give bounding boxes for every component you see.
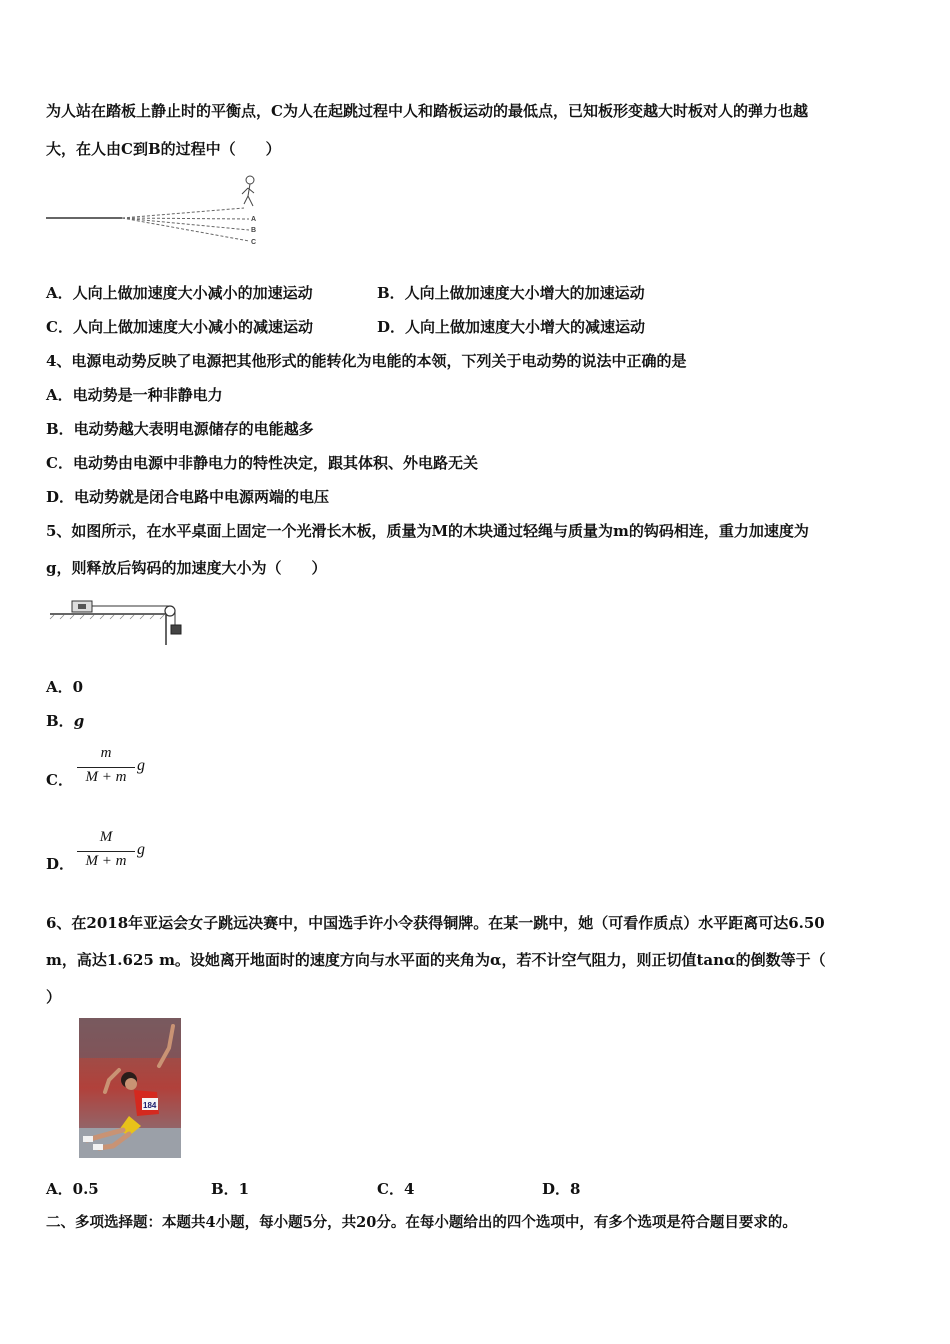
fraction-bar [77,767,135,768]
q5-stem-line1: 5、如图所示，在水平桌面上固定一个光滑长木板，质量为M的木块通过轻绳与质量为m的钩码相连，重力加速度为 [46,522,809,540]
q6-option-c: C．4 [377,1180,415,1198]
q6-stem-line3: ） [46,988,62,1006]
q5-option-c-prefix: C． [46,771,73,789]
q3-option-a: A．人向上做加速度大小减小的加速运动 [46,284,313,302]
q6-option-a: A．0.5 [46,1180,99,1198]
q6-option-d: D．8 [542,1180,581,1198]
q5-stem-line2: g，则释放后钩码的加速度大小为（ ） [46,559,327,577]
q6-option-b: B．1 [211,1180,250,1198]
q5-option-c-fraction [77,745,167,795]
q3-stem-line2: 大，在人由C到B的过程中（ ） [46,140,281,158]
q6-long-jump-photo [79,1018,181,1158]
q4-stem: 4、电源电动势反映了电源把其他形式的能转化为电能的本领，下列关于电动势的说法中正确的是 [46,352,687,370]
q5-option-d-fraction [77,829,167,879]
q3-option-d: D．人向上做加速度大小增大的减速运动 [377,318,646,336]
q3-fig-label-c: C [251,239,257,246]
q3-option-c: C．人向上做加速度大小减小的减速运动 [46,318,313,336]
q5-option-d-denominator: M + m [85,853,127,869]
section2-heading: 二、多项选择题：本题共4小题，每小题5分，共20分。在每小题给出的四个选项中，有多个选项是符合题目要求的。 [46,1214,797,1231]
q4-option-d: D．电动势就是闭合电路中电源两端的电压 [46,488,330,506]
q5-option-c-g: g [137,757,145,774]
q3-fig-label-a: A [251,216,257,223]
q3-option-b: B．人向上做加速度大小增大的加速运动 [377,284,645,302]
q6-stem-line2: m，高达1.625 m。设她离开地面时的速度方向与水平面的夹角为α，若不计空气阻力，则正切值tanα的倒数等于（ [46,951,826,969]
q4-option-c: C．电动势由电源中非静电力的特性决定，跟其体积、外电路无关 [46,454,478,472]
q5-option-d-prefix: D． [46,855,75,873]
q5-option-d-numerator: M [99,829,113,845]
q4-option-a: A．电动势是一种非静电力 [46,386,223,404]
q5-option-b-prefix: B． [46,712,74,730]
q5-option-c-denominator: M + m [85,769,127,785]
q6-stem-line1: 6、在2018年亚运会女子跳远决赛中，中国选手许小令获得铜牌。在某一跳中，她（可看作质点）水平距离可达6.50 [46,914,825,932]
q5-option-b [46,711,84,731]
q4-option-b: B．电动势越大表明电源储存的电能越多 [46,420,314,438]
fraction-bar [77,851,135,852]
q3-fig-label-b: B [251,227,257,234]
q5-option-a: A．0 [46,678,84,696]
q5-option-c-numerator: m [100,745,112,761]
q5-block-pulley-figure [48,595,193,650]
q6-photo-bib-number: 184 [143,1101,157,1110]
q3-springboard-figure [44,170,269,250]
q5-option-d-g: g [137,841,145,858]
q5-option-b-var: g [73,712,85,730]
q3-stem-line1: 为人站在踏板上静止时的平衡点，C为人在起跳过程中人和踏板运动的最低点，已知板形变越大时板对人的弹力也越 [46,102,808,120]
